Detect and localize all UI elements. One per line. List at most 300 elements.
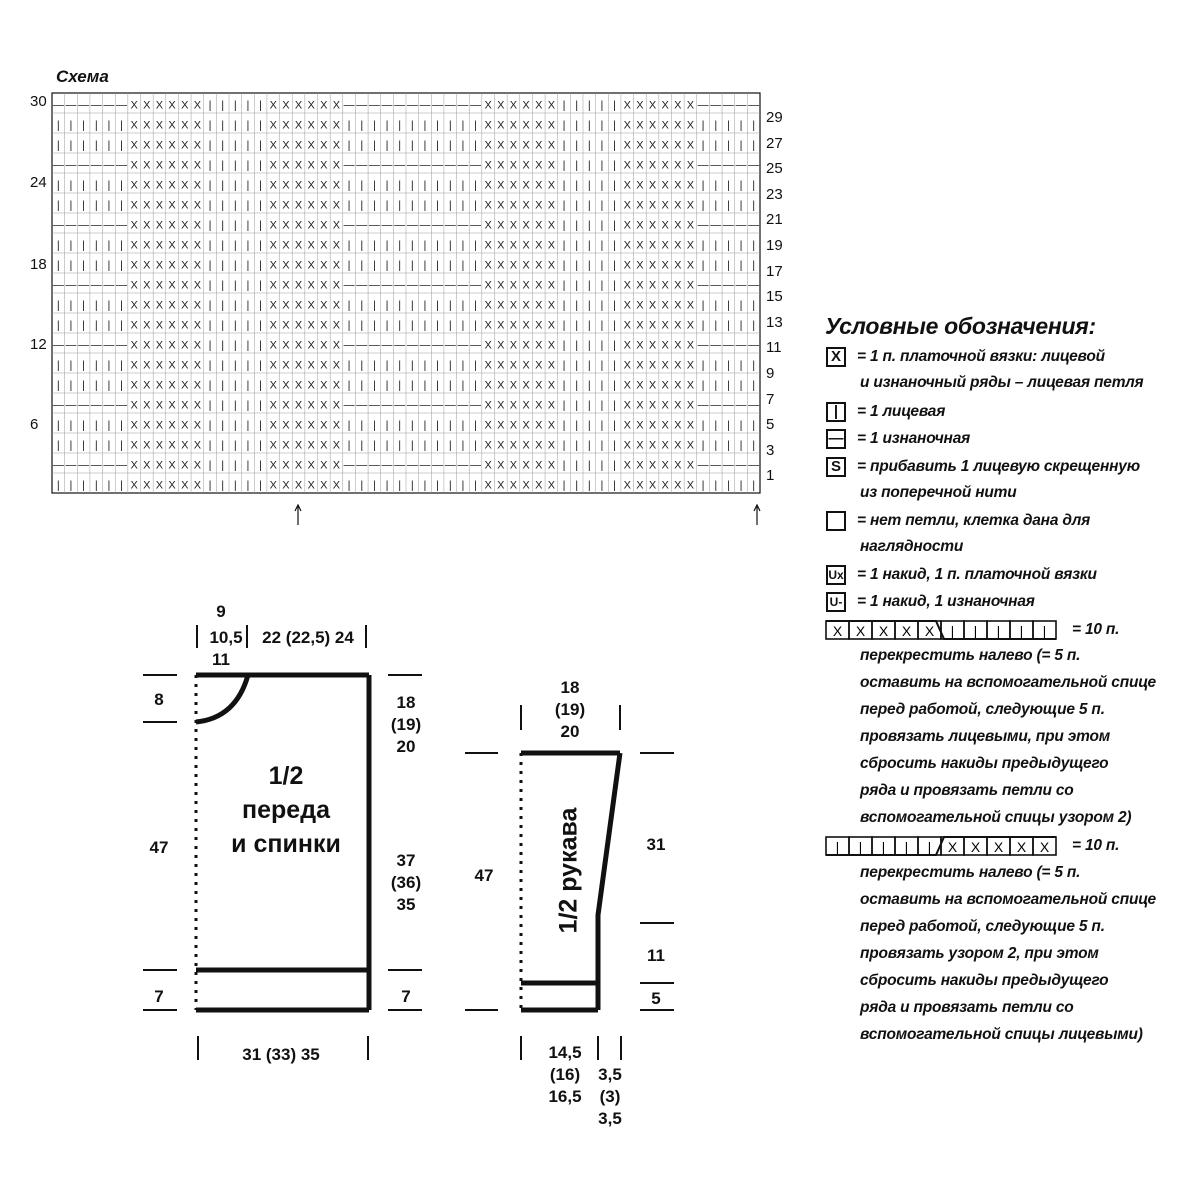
svg-text:|: | xyxy=(461,359,465,372)
svg-text:X: X xyxy=(282,239,290,252)
svg-text:X: X xyxy=(686,199,695,212)
svg-text:|: | xyxy=(246,99,250,112)
svg-text:X: X xyxy=(648,399,657,412)
svg-text:X: X xyxy=(522,439,530,452)
svg-text:|: | xyxy=(398,119,402,132)
svg-text:X: X xyxy=(484,219,492,232)
svg-text:|: | xyxy=(410,319,414,332)
svg-text:|: | xyxy=(448,359,452,372)
svg-text:X: X xyxy=(155,419,164,432)
svg-text:|: | xyxy=(360,379,364,392)
svg-text:X: X xyxy=(623,479,631,492)
svg-text:|: | xyxy=(436,379,440,392)
svg-text:X: X xyxy=(674,279,682,292)
svg-text:X: X xyxy=(686,179,695,192)
svg-text:X: X xyxy=(294,459,303,472)
svg-text:|: | xyxy=(385,439,389,452)
svg-text:|: | xyxy=(221,459,225,472)
svg-text:X: X xyxy=(307,319,315,332)
svg-text:|: | xyxy=(94,419,98,432)
svg-text:|: | xyxy=(600,299,604,312)
svg-text:X: X xyxy=(294,319,303,332)
svg-text:X: X xyxy=(168,479,176,492)
svg-text:|: | xyxy=(69,179,73,192)
svg-text:|: | xyxy=(56,419,60,432)
svg-text:X: X xyxy=(193,219,202,232)
svg-text:—: — xyxy=(52,399,64,412)
svg-text:|: | xyxy=(726,239,730,252)
svg-text:—: — xyxy=(78,459,90,472)
right-row-number: 7 xyxy=(766,390,775,408)
svg-text:X: X xyxy=(484,479,492,492)
svg-text:X: X xyxy=(269,239,277,252)
svg-text:X: X xyxy=(648,279,657,292)
svg-text:|: | xyxy=(221,399,225,412)
svg-text:—: — xyxy=(419,159,431,172)
svg-text:X: X xyxy=(307,419,315,432)
svg-text:X: X xyxy=(181,479,189,492)
svg-text:|: | xyxy=(575,299,579,312)
svg-text:|: | xyxy=(385,239,389,252)
svg-text:X: X xyxy=(648,179,657,192)
svg-text:|: | xyxy=(94,379,98,392)
svg-text:X: X xyxy=(674,339,682,352)
svg-text:—: — xyxy=(90,339,102,352)
svg-text:X: X xyxy=(294,179,303,192)
svg-text:|: | xyxy=(739,299,743,312)
svg-text:X: X xyxy=(193,159,202,172)
svg-text:X: X xyxy=(143,339,151,352)
svg-text:X: X xyxy=(535,199,543,212)
svg-text:—: — xyxy=(368,459,380,472)
svg-text:X: X xyxy=(648,99,657,112)
svg-text:X: X xyxy=(535,399,543,412)
svg-text:|: | xyxy=(410,119,414,132)
svg-text:|: | xyxy=(752,179,756,192)
svg-text:—: — xyxy=(343,99,355,112)
svg-text:—: — xyxy=(444,159,456,172)
svg-text:|: | xyxy=(461,179,465,192)
svg-text:|: | xyxy=(613,119,617,132)
svg-text:X: X xyxy=(130,379,138,392)
right-row-number: 15 xyxy=(766,288,783,306)
svg-text:|: | xyxy=(423,119,427,132)
svg-text:X: X xyxy=(535,159,543,172)
svg-text:|: | xyxy=(461,419,465,432)
svg-text:X: X xyxy=(294,479,303,492)
legend-symbol-purl: — xyxy=(826,429,846,449)
svg-text:X: X xyxy=(181,459,189,472)
svg-text:|: | xyxy=(259,299,263,312)
svg-text:X: X xyxy=(623,159,631,172)
cable-left-description-line: ряда и провязать петли со xyxy=(860,782,1074,799)
svg-text:|: | xyxy=(587,479,591,492)
svg-text:X: X xyxy=(320,199,328,212)
svg-text:X: X xyxy=(509,399,518,412)
neck-width-3: 11 xyxy=(212,650,230,669)
svg-text:X: X xyxy=(155,299,164,312)
svg-text:|: | xyxy=(474,359,477,372)
svg-text:—: — xyxy=(356,279,368,292)
svg-text:X: X xyxy=(294,259,303,272)
svg-text:X: X xyxy=(522,119,530,132)
svg-text:X: X xyxy=(686,459,695,472)
svg-text:|: | xyxy=(613,199,617,212)
svg-text:X: X xyxy=(193,359,202,372)
svg-text:X: X xyxy=(307,279,315,292)
right-row-number: 3 xyxy=(766,441,775,459)
svg-text:X: X xyxy=(193,119,202,132)
svg-text:X: X xyxy=(143,479,151,492)
svg-text:|: | xyxy=(69,139,73,152)
svg-text:X: X xyxy=(130,99,138,112)
svg-text:|: | xyxy=(448,179,452,192)
svg-text:X: X xyxy=(661,319,669,332)
svg-text:|: | xyxy=(448,319,452,332)
svg-text:X: X xyxy=(522,259,530,272)
svg-text:X: X xyxy=(623,259,631,272)
svg-text:|: | xyxy=(233,399,237,412)
svg-text:|: | xyxy=(259,159,263,172)
svg-text:|: | xyxy=(423,479,427,492)
svg-text:X: X xyxy=(686,359,695,372)
svg-text:—: — xyxy=(710,399,722,412)
cable-left-description-line: перед работой, следующие 5 п. xyxy=(860,701,1105,718)
svg-text:|: | xyxy=(701,299,705,312)
svg-text:X: X xyxy=(993,839,1004,855)
legend-purl-line: = 1 изнаночная xyxy=(857,430,971,447)
svg-text:|: | xyxy=(587,399,591,412)
svg-text:X: X xyxy=(497,99,505,112)
svg-text:|: | xyxy=(423,139,427,152)
svg-text:|: | xyxy=(714,139,718,152)
svg-text:|: | xyxy=(69,119,73,132)
svg-text:|: | xyxy=(600,219,604,232)
svg-text:|: | xyxy=(575,339,579,352)
svg-text:X: X xyxy=(332,459,341,472)
svg-text:X: X xyxy=(686,259,695,272)
svg-text:|: | xyxy=(94,119,98,132)
svg-text:—: — xyxy=(748,279,760,292)
svg-text:—: — xyxy=(381,159,393,172)
svg-text:|: | xyxy=(208,239,212,252)
svg-text:X: X xyxy=(547,299,556,312)
svg-text:—: — xyxy=(722,339,734,352)
svg-text:|: | xyxy=(221,379,225,392)
svg-text:|: | xyxy=(448,299,452,312)
svg-text:X: X xyxy=(332,399,341,412)
svg-text:X: X xyxy=(623,299,631,312)
svg-text:|: | xyxy=(208,279,212,292)
svg-text:X: X xyxy=(282,459,290,472)
body-hem-left: 7 xyxy=(154,987,164,1006)
svg-text:—: — xyxy=(748,459,760,472)
svg-text:X: X xyxy=(509,439,518,452)
svg-text:X: X xyxy=(332,479,341,492)
svg-text:|: | xyxy=(347,259,351,272)
svg-text:|: | xyxy=(701,119,705,132)
svg-text:—: — xyxy=(444,459,456,472)
svg-text:X: X xyxy=(636,459,644,472)
svg-text:|: | xyxy=(575,119,579,132)
svg-text:X: X xyxy=(332,259,341,272)
svg-text:|: | xyxy=(423,379,427,392)
svg-text:|: | xyxy=(107,299,111,312)
svg-text:—: — xyxy=(116,399,128,412)
svg-text:|: | xyxy=(587,259,591,272)
svg-text:|: | xyxy=(600,459,604,472)
svg-text:X: X xyxy=(155,479,164,492)
svg-text:—: — xyxy=(90,219,102,232)
svg-text:—: — xyxy=(90,99,102,112)
svg-text:|: | xyxy=(385,359,389,372)
svg-text:|: | xyxy=(613,359,617,372)
svg-text:X: X xyxy=(535,219,543,232)
svg-text:X: X xyxy=(168,239,176,252)
svg-text:|: | xyxy=(436,179,440,192)
svg-text:|: | xyxy=(347,419,351,432)
svg-text:|: | xyxy=(56,439,60,452)
svg-text:X: X xyxy=(661,339,669,352)
svg-text:X: X xyxy=(832,623,843,639)
svg-text:X: X xyxy=(497,139,505,152)
svg-text:|: | xyxy=(347,239,351,252)
svg-text:|: | xyxy=(739,319,743,332)
svg-text:X: X xyxy=(130,299,138,312)
svg-text:X: X xyxy=(636,299,644,312)
svg-text:X: X xyxy=(686,119,695,132)
svg-text:|: | xyxy=(714,419,718,432)
svg-text:|: | xyxy=(259,359,263,372)
svg-text:—: — xyxy=(394,279,406,292)
svg-text:|: | xyxy=(461,199,465,212)
svg-text:|: | xyxy=(575,239,579,252)
svg-text:X: X xyxy=(168,339,176,352)
svg-text:|: | xyxy=(613,139,617,152)
svg-text:X: X xyxy=(484,379,492,392)
svg-text:|: | xyxy=(575,399,579,412)
svg-text:|: | xyxy=(714,439,718,452)
left-row-number: 6 xyxy=(30,416,39,433)
svg-text:|: | xyxy=(714,359,718,372)
svg-text:|: | xyxy=(927,839,932,855)
svg-text:|: | xyxy=(1042,623,1047,639)
svg-text:|: | xyxy=(360,299,364,312)
svg-text:|: | xyxy=(372,479,376,492)
svg-text:X: X xyxy=(535,339,543,352)
svg-text:|: | xyxy=(208,479,212,492)
svg-text:|: | xyxy=(372,199,376,212)
svg-text:|: | xyxy=(587,439,591,452)
svg-text:|: | xyxy=(246,439,250,452)
svg-text:—: — xyxy=(748,339,760,352)
svg-text:|: | xyxy=(94,259,98,272)
svg-text:|: | xyxy=(726,379,730,392)
svg-text:X: X xyxy=(155,219,164,232)
sleeve-middle: 11 xyxy=(647,946,665,965)
cable-left-description-line: сбросить накиды предыдущего xyxy=(860,755,1109,772)
sleeve-top-3: 20 xyxy=(560,722,580,741)
svg-text:|: | xyxy=(752,259,756,272)
svg-text:X: X xyxy=(623,219,631,232)
svg-text:X: X xyxy=(320,439,328,452)
svg-text:|: | xyxy=(221,439,225,452)
svg-text:X: X xyxy=(623,279,631,292)
svg-text:X: X xyxy=(282,399,290,412)
svg-text:—: — xyxy=(457,159,469,172)
svg-text:X: X xyxy=(623,139,631,152)
svg-text:|: | xyxy=(600,319,604,332)
svg-text:X: X xyxy=(509,119,518,132)
svg-text:X: X xyxy=(332,279,341,292)
svg-text:X: X xyxy=(535,359,543,372)
svg-text:|: | xyxy=(233,359,237,372)
svg-text:X: X xyxy=(547,159,556,172)
svg-text:X: X xyxy=(522,99,530,112)
svg-text:X: X xyxy=(307,159,315,172)
svg-text:|: | xyxy=(881,839,886,855)
svg-text:|: | xyxy=(259,339,263,352)
svg-text:|: | xyxy=(233,199,237,212)
svg-text:X: X xyxy=(661,159,669,172)
svg-text:X: X xyxy=(181,219,189,232)
svg-text:|: | xyxy=(562,319,566,332)
svg-text:X: X xyxy=(497,199,505,212)
svg-text:|: | xyxy=(461,299,465,312)
svg-text:X: X xyxy=(143,259,151,272)
svg-text:X: X xyxy=(648,379,657,392)
svg-text:—: — xyxy=(52,99,64,112)
svg-text:—: — xyxy=(419,339,431,352)
svg-text:X: X xyxy=(193,239,202,252)
svg-text:|: | xyxy=(233,319,237,332)
svg-text:—: — xyxy=(103,339,115,352)
svg-text:—: — xyxy=(78,399,90,412)
svg-text:X: X xyxy=(155,359,164,372)
svg-text:|: | xyxy=(474,479,477,492)
svg-text:X: X xyxy=(332,99,341,112)
svg-text:|: | xyxy=(233,299,237,312)
svg-text:|: | xyxy=(701,139,705,152)
svg-text:X: X xyxy=(623,179,631,192)
svg-text:|: | xyxy=(221,259,225,272)
svg-text:—: — xyxy=(103,99,115,112)
svg-text:|: | xyxy=(701,319,705,332)
svg-text:|: | xyxy=(372,439,376,452)
cable-right-description-line: вспомогательной спицы лицевыми) xyxy=(860,1026,1143,1043)
svg-text:—: — xyxy=(394,459,406,472)
sleeve-bottom-2: (16) xyxy=(549,1065,581,1084)
svg-text:|: | xyxy=(82,199,86,212)
svg-text:X: X xyxy=(332,439,341,452)
svg-text:|: | xyxy=(120,239,123,252)
svg-text:X: X xyxy=(155,459,164,472)
svg-text:X: X xyxy=(509,239,518,252)
svg-text:X: X xyxy=(282,99,290,112)
svg-text:|: | xyxy=(385,379,389,392)
svg-text:X: X xyxy=(648,439,657,452)
svg-text:—: — xyxy=(470,339,482,352)
svg-text:—: — xyxy=(470,99,482,112)
svg-text:X: X xyxy=(168,119,176,132)
svg-text:|: | xyxy=(208,179,212,192)
svg-text:|: | xyxy=(82,439,86,452)
svg-text:|: | xyxy=(436,479,440,492)
svg-text:|: | xyxy=(221,339,225,352)
cable-left-description-line: оставить на вспомогательной спице xyxy=(860,674,1156,691)
svg-text:X: X xyxy=(294,119,303,132)
side-length-1: 37 xyxy=(396,851,416,870)
right-row-number: 25 xyxy=(766,160,783,178)
svg-text:|: | xyxy=(701,419,705,432)
svg-text:|: | xyxy=(347,359,351,372)
svg-text:|: | xyxy=(423,239,427,252)
svg-text:|: | xyxy=(56,479,60,492)
svg-text:|: | xyxy=(69,259,73,272)
svg-text:|: | xyxy=(360,239,364,252)
svg-text:—: — xyxy=(697,399,709,412)
svg-text:|: | xyxy=(372,319,376,332)
svg-text:X: X xyxy=(168,459,176,472)
svg-text:|: | xyxy=(739,439,743,452)
svg-text:|: | xyxy=(385,259,389,272)
svg-text:X: X xyxy=(484,359,492,372)
svg-text:X: X xyxy=(484,259,492,272)
svg-text:|: | xyxy=(726,199,730,212)
legend-yo-purl-line: = 1 накид, 1 изнаночная xyxy=(857,593,1035,610)
svg-text:|: | xyxy=(372,139,376,152)
svg-text:|: | xyxy=(69,419,73,432)
svg-text:X: X xyxy=(130,159,138,172)
svg-text:X: X xyxy=(193,179,202,192)
svg-text:X: X xyxy=(181,199,189,212)
svg-text:|: | xyxy=(562,479,566,492)
svg-text:|: | xyxy=(600,279,604,292)
svg-text:—: — xyxy=(444,219,456,232)
legend-yo-garter-line: = 1 накид, 1 п. платочной вязки xyxy=(857,566,1097,583)
svg-text:X: X xyxy=(168,359,176,372)
svg-text:|: | xyxy=(474,319,477,332)
svg-text:X: X xyxy=(332,199,341,212)
svg-text:X: X xyxy=(143,119,151,132)
sleeve-top-2: (19) xyxy=(554,700,586,719)
svg-text:X: X xyxy=(686,419,695,432)
svg-text:|: | xyxy=(562,299,566,312)
svg-text:X: X xyxy=(294,239,303,252)
svg-text:|: | xyxy=(752,119,756,132)
armhole-size-2: (19) xyxy=(390,715,422,734)
svg-text:|: | xyxy=(120,359,123,372)
svg-text:|: | xyxy=(347,379,351,392)
svg-text:|: | xyxy=(259,279,263,292)
svg-text:X: X xyxy=(970,839,981,855)
svg-text:|: | xyxy=(739,179,743,192)
svg-text:|: | xyxy=(562,359,566,372)
svg-text:X: X xyxy=(661,139,669,152)
svg-text:X: X xyxy=(522,219,530,232)
svg-text:X: X xyxy=(636,219,644,232)
svg-text:|: | xyxy=(562,99,566,112)
svg-text:X: X xyxy=(636,179,644,192)
svg-text:|: | xyxy=(973,623,978,639)
svg-text:|: | xyxy=(94,199,98,212)
svg-text:|: | xyxy=(56,199,60,212)
svg-text:|: | xyxy=(69,439,73,452)
svg-text:—: — xyxy=(381,279,393,292)
svg-text:X: X xyxy=(661,119,669,132)
svg-text:—: — xyxy=(735,99,747,112)
sleeve-bottom-3: 16,5 xyxy=(548,1087,582,1106)
